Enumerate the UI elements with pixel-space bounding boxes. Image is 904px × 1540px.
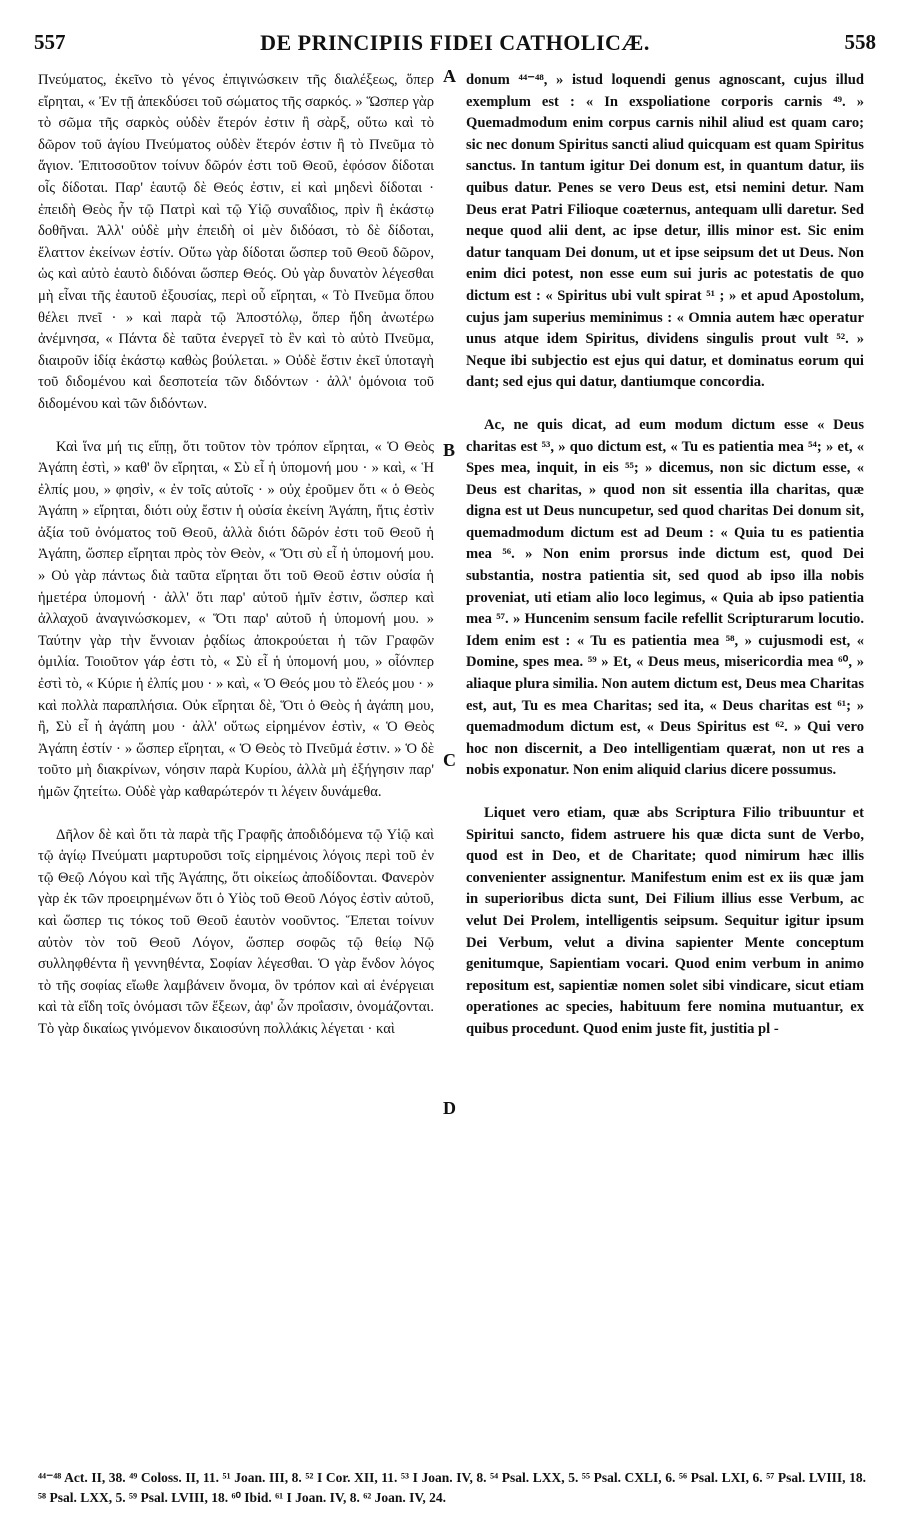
running-title: DE PRINCIPIIS FIDEI CATHOLICÆ. — [260, 30, 650, 55]
page-number-left: 557 — [34, 30, 66, 54]
page-header — [34, 30, 876, 66]
margin-letter-a: A — [443, 66, 456, 86]
margin-letter-b: B — [443, 440, 456, 460]
greek-paragraph-1: Πνεύματος, ἐκεῖνο τὸ γένος ἐπιγινώσκειν τῆς διαλέξεως, ὅπερ εἴρηται, « Ἐν τῇ ἀπεκδύσει τοῦ σώματος τῆς σαρκός. » Ὥσπερ γὰρ τὸ σῶμα τῆς σαρκὸς οὐδὲν ἕτερόν ἐστιν ἢ σὰρξ, οὕτω καὶ τὸ δῶρον τοῦ ἁγίου Πνεύματος οὐδὲν ἕτερόν ἐστιν ἢ τὸ Πνεῦμα τὸ ἅγιον. Ἐπιτοσοῦτον τοίνυν δῶρόν ἐστι τοῦ Θεοῦ, ἐφόσον δίδοται οἷς δίδοται. Παρ' ἑαυτῷ δὲ Θεός ἐστιν, εἰ καὶ μηδενὶ δίδοται · ἐπειδὴ Θεὸς ἦν τῷ Πατρὶ καὶ τῷ Υἱῷ συναΐδιος, πρὶν ἢ ἑκάστῳ δοθῆναι. Ἀλλ' οὐδὲ μὴν ἐπειδὴ οἱ μὲν διδόασι, τὸ δὲ δίδοται, ἔλαττον ἐκείνων ἐστίν. Οὕτω γὰρ δίδοται ὥσπερ τοῦ Θεοῦ δῶρον, ὡς καὶ αὐτὸ ἑαυτὸ διδόναι ὥσπερ Θεός. Οὐ γὰρ δυνατὸν λέγεσθαι μὴ εἶναι τῆς ἑαυτοῦ ἐξουσίας, περὶ οὗ εἴρηται, « Τὸ Πνεῦμα ὅπου θέλει πνεῖ · » καὶ παρὰ τῷ Ἀποστόλῳ, ὅπερ ἤδη ἀνωτέρω ἀνέμνησα, « Πάντα δὲ ταῦτα ἐνεργεῖ τὸ ἓν καὶ τὸ αὐτὸ Πνεῦμα, διαιροῦν ἰδίᾳ ἑκάστῳ καθὼς βούλεται. » Οὐδὲ ἔστιν ἐκεῖ ὑποταγὴ τοῦ διδομένου καὶ δεσποτεία τῶν διδόντων · ἀλλ' ὁμόνοια τοῦ διδομένου καὶ τῶν διδόντων. — [38, 72, 434, 412]
latin-paragraph-1: donum ⁴⁴⁻⁴⁸, » istud loquendi genus agnoscant, cujus illud exemplum est : « In exspoliatione corporis carnis ⁴⁹. » Quemadmodum enim corpus carnis nihil aliud est quam caro; sic nec donum Spiritus sancti aliud quicquam est quam Spiritus sanctus. In tantum igitur Dei donum est, in quantum datur, iis quibus datur. Penes se vero Deus est, etsi nemini detur. Nam Deus erat Patri Filioque coæternus, antequam ulli daretur. Sed neque quod alii dent, ac ipse detur, illis minor est. Sic enim datur tanquam Dei donum, ut et ipse seipsum det ut Deus. Non enim dici potest, non esse eum sui juris ac potestatis de quo dictum est : « Spiritus ubi vult spirat ⁵¹ ; » et apud Apostolum, cujus jam superius meminimus : « Omnia autem hæc operatur unus atque idem Spiritus, dividens singulis prout vult ⁵². » Neque ibi subjectio est ejus qui datur, et dominatus eorum qui dant; sed ejus qui datur, dantiumque concordia. — [466, 72, 864, 391]
margin-letter-d: D — [443, 1098, 456, 1118]
latin-paragraph-3: Liquet vero etiam, quæ abs Scriptura Filio tribuuntur et Spiritui sancto, fidem astruere his quæ dicta sunt de Verbo, quod est in Deo, et de Charitate; quod nimirum hæc illis convenienter assignentur. Manifestum enim est ex iis quæ jam in superioribus dicta sunt, Dei Filium illius esse Verbum, ac velut Dei Prolem, intelligentis seipsum. Sequitur igitur ipsum Dei Verbum, velut a divina sapienter Mente conceptum genitumque, Sapientiam vocari. Quod enim verbum in animo repositum est, sapientiæ nomen solet sibi vindicare, sicut etiam operationes ac species, habituum fere nomina mutuantur, ex quibus procedunt. Quod enim juste fit, justitia pl - — [466, 805, 864, 1037]
page-number-right: 558 — [844, 30, 876, 54]
latin-column — [466, 70, 864, 1041]
latin-paragraph-2: Ac, ne quis dicat, ad eum modum dictum esse « Deus charitas est ⁵³, » quo dictum est, « Tu es patientia mea ⁵⁴; » et, « Spes mea, inquit, in eis ⁵⁵; » dicemus, non sic dictum esse, « Deus est charitas, » quod non sit essentia illa charitas, quæ digna est ut Deus nuncupetur, sed quod charitas Dei donum sit, quemadmodum dictum est ad Deum : « Quia tu es patientia mea ⁵⁶. » Non enim prorsus inde dictum est, quod Dei substantia, nostra patientia sit, sed quod ab ipso illa nobis proveniat, uti etiam alio loco legimus, « Quia ab ipso patientia mea ⁵⁷. » Huncenim sensum facile refellit Scripturarum locutio. Idem enim est : « Tu es patientia mea ⁵⁸, » cujusmodi est, « Domine, spes mea. ⁵⁹ » Et, « Deus meus, misericordia mea ⁶⁰, » aliaque plura similia. Non autem dictum est, Deus mea Charitas est, aut, Tu es mea Charitas; sed ita, « Deus charitas est ⁶¹; » quemadmodum dictum est, « Deus Spiritus est ⁶². » Qui vero hoc non discernit, a Deo intelligentiam quærat, non ut res a nobis exponatur. Non enim aliquid clarius dicere possumus. — [466, 416, 864, 779]
margin-letter-c: C — [443, 750, 456, 770]
greek-paragraph-2: Καὶ ἵνα μή τις εἴπῃ, ὅτι τοῦτον τὸν τρόπον εἴρηται, « Ὁ Θεὸς Ἀγάπη ἐστὶ, » καθ' ὃν εἴρηται, « Σὺ εἶ ἡ ὑπομονή μου · » καὶ, « Ἡ ἐλπίς μου, » φησὶν, « ἐν τοῖς αὐτοῖς · » οὐχ ἐροῦμεν ὅτι « ὁ Θεὸς Ἀγάπη » εἴρηται, διότι οὐχ ἔστιν ἡ οὐσία ἐκείνη Ἀγάπη, ἥτις ἐστὶν ἀξία τοῦ ὀνόματος τοῦ Θεοῦ, ἀλλὰ διότι δῶρόν ἐστι τοῦ Θεοῦ ἡ Ἀγάπη, ὥσπερ εἴρηται πρὸς τὸν Θεὸν, « Ὅτι σὺ εἶ ἡ ὑπομονή μου. » Οὐ γὰρ πάντως διὰ ταῦτα εἴρηται ὅτι τοῦ Θεοῦ ἐστιν οὐσία ἡ ἡμετέρα ὑπομονή · ἀλλ' ὅτι παρ' αὐτοῦ ἡμῖν ἐστιν, ὥσπερ καὶ ἀλλαχοῦ ἀναγινώσκομεν, « Ὅτι παρ' αὐτοῦ ἡ ὑπομονή μου. » Ταύτην γὰρ τὴν ἔννοιαν ῥᾳδίως ἀποκρούεται ἡ τῶν Γραφῶν ὁμιλία. Τοιοῦτον γάρ ἐστι τὸ, « Σὺ εἶ ἡ ὑπομονή μου, » οἷόνπερ ἐστὶ τὸ, « Κύριε ἡ ἐλπίς μου · » καὶ, « Ὁ Θεός μου τὸ ἔλεός μου · » καὶ πολλὰ παραπλήσια. Οὐκ εἴρηται δὲ, Ὅτι ὁ Θεὸς ἡ ἀγάπη μου, ἢ, Σὺ εἶ ἡ ἀγάπη μου · ἀλλ' οὕτως εἰρημένον ἐστὶν, « Ὁ Θεὸς Ἀγάπη ἐστίν · » ὥσπερ εἴρηται, « Ὁ Θεὸς τὸ Πνεῦμά ἐστιν. » Ὁ δὲ τοῦτο μὴ διακρίνων, νόησιν παρὰ Κυρίου, ἀλλὰ μὴ ἐξήγησιν παρ' ἡμῶν ζητείτω. Οὐδὲ γὰρ καθαρώτερόν τι λέγειν δυνάμεθα. — [38, 438, 434, 800]
greek-column — [38, 70, 434, 1041]
footnotes: ⁴⁴⁻⁴⁸ Act. II, 38. ⁴⁹ Coloss. II, 11. ⁵¹ Joan. III, 8. ⁵² I Cor. XII, 11. ⁵³ I Joan. IV, 8. ⁵⁴ Psal. LXX, 5. ⁵⁵ Psal. CXLI, 6. ⁵⁶ Psal. LXI, 6. ⁵⁷ Psal. LVIII, 18. ⁵⁸ Psal. LXX, 5. ⁵⁹ Psal. LVIII, 18. ⁶⁰ Ibid. ⁶¹ I Joan. IV, 8. ⁶² Joan. IV, 24. — [38, 1470, 866, 1505]
greek-paragraph-3: Δῆλον δὲ καὶ ὅτι τὰ παρὰ τῆς Γραφῆς ἀποδιδόμενα τῷ Υἱῷ καὶ τῷ ἁγίῳ Πνεύματι μαρτυροῦσι τοῖς εἰρημένοις λόγοις περὶ τοῦ ἐν τῷ Θεῷ Λόγου καὶ τῆς Ἀγάπης, ὅτι οἰκείως ἀποδίδονται. Φανερὸν γὰρ ἐκ τῶν προειρημένων ὅτι ὁ Υἱὸς τοῦ Θεοῦ Λόγος ἐστὶν αὐτοῦ, καὶ ὥσπερ τις τόκος τοῦ Θεοῦ ἑαυτὸν νοοῦντος. Ἕπεται τοίνυν αὐτὸν τὸν τοῦ Θεοῦ Λόγον, ὥσπερ σοφῶς τῷ θείῳ Νῷ συλληφθέντα ἢ γεννηθέντα, Σοφίαν λέγεσθαι. Ὁ γὰρ ἔνδον λόγος τὸ τῆς σοφίας εἴωθε λαμβάνειν ὄνομα, ὃν τρόπον καὶ αἱ ἐνέργειαι καὶ τὰ εἴδη τοῖς ὀνόμασι τῶν ἕξεων, ἀφ' ὧν προΐασιν, ὀνομάζονται. Τὸ γὰρ δικαίως γινόμενον δικαιοσύνη πολλάκις λέγεται · καὶ — [38, 826, 434, 1037]
